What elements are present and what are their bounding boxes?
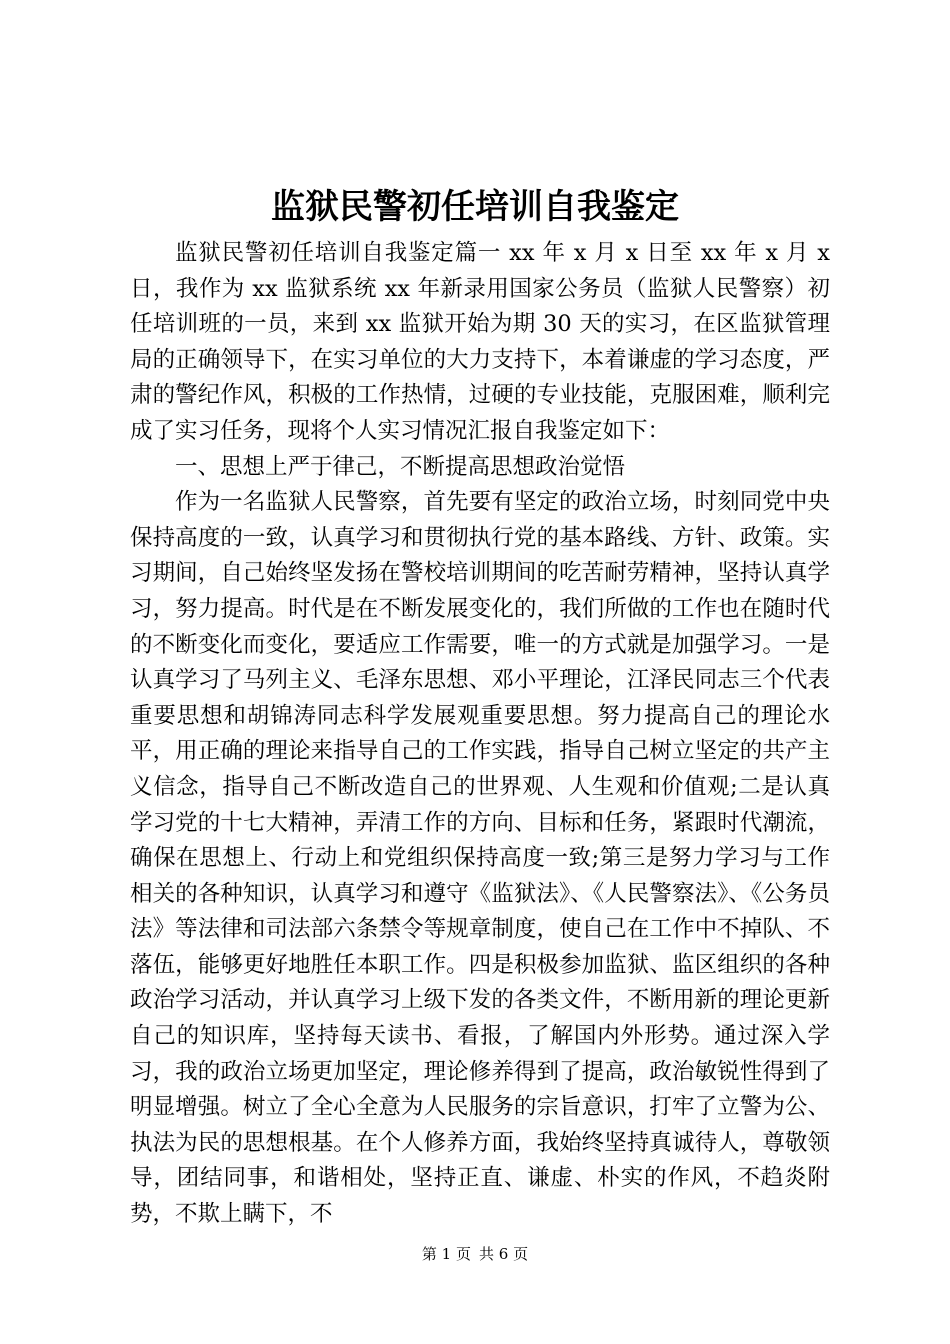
section-heading-1: 一、思想上严于律己，不断提高思想政治觉悟 (175, 453, 626, 480)
paragraph-section-1: 作为一名监狱人民警察，首先要有坚定的政治立场，时刻同党中央保持高度的一致，认真学习和贯彻执行党的基本路线、方针、政策。实习期间，自己始终坚发扬在警校培训期间的吃苦耐劳精神，坚持认真学习，努力提高。时代是在不断发展变化的，我们所做的工作也在随时代的不断变化而变化，要适应工作需要，唯一的方式就是加强学习。一是认真学习了马列主义、毛泽东思想、邓小平理论，江泽民同志三个代表重要思想和胡锦涛同志科学发展观重要思想。努力提高自己的理论水平，用正确的理论来指导自己的工作实践，指导自己树立坚定的共产主义信念，指导自己不断改造自己的世界观、人生观和价值观;二是认真学习党的十七大精神，弄清工作的方向、目标和任务，紧跟时代潮流，确保在思想上、行动上和党组织保持高度一致;第三是努力学习与工作相关的各种知识，认真学习和遵守《监狱法》、《人民警察法》、《公务员法》等法律和司法部六条禁令等规章制度，使自己在工作中不掉队、不落伍，能够更好地胜任本职工作。四是积极参加监狱、监区组织的各种政治学习活动，并认真学习上级下发的各类文件，不断用新的理论更新自己的知识库，坚持每天读书、看报，了解国内外形势。通过深入学习，我的政治立场更加坚定，理论修养得到了提高，政治敏锐性得到了明显增强。树立了全心全意为人民服务的宗旨意识，打牢了立警为公、执法为民的思想根基。在个人修养方面，我始终坚持真诚待人，尊敬领导，团结同事，和谐相处，坚持正直、谦虚、朴实的作风，不趋炎附势，不欺上瞒下，不 (130, 489, 830, 1228)
page-number: 第 1 页 (421, 1245, 471, 1263)
page-total: 共 6 页 (479, 1245, 529, 1263)
document-title: 监狱民警初任培训自我鉴定 (271, 187, 679, 227)
document-body (130, 236, 830, 1233)
page-footer (0, 1244, 950, 1264)
paragraph-intro: 监狱民警初任培训自我鉴定篇一 xx 年 x 月 x 日至 xx 年 x 月 x 日，我作为 xx 监狱系统 xx 年新录用国家公务员（监狱人民警察）初任培训班的一员，来到 xx 监狱开始为期 30 天的实习，在区监狱管理局的正确领导下，在实习单位的大力支持下，本着谦虚的学习态度，严肃的警纪作风，积极的工作热情，过硬的专业技能，克服困难，顺利完成了实习任务，现将个人实习情况汇报自我鉴定如下： (130, 240, 830, 444)
